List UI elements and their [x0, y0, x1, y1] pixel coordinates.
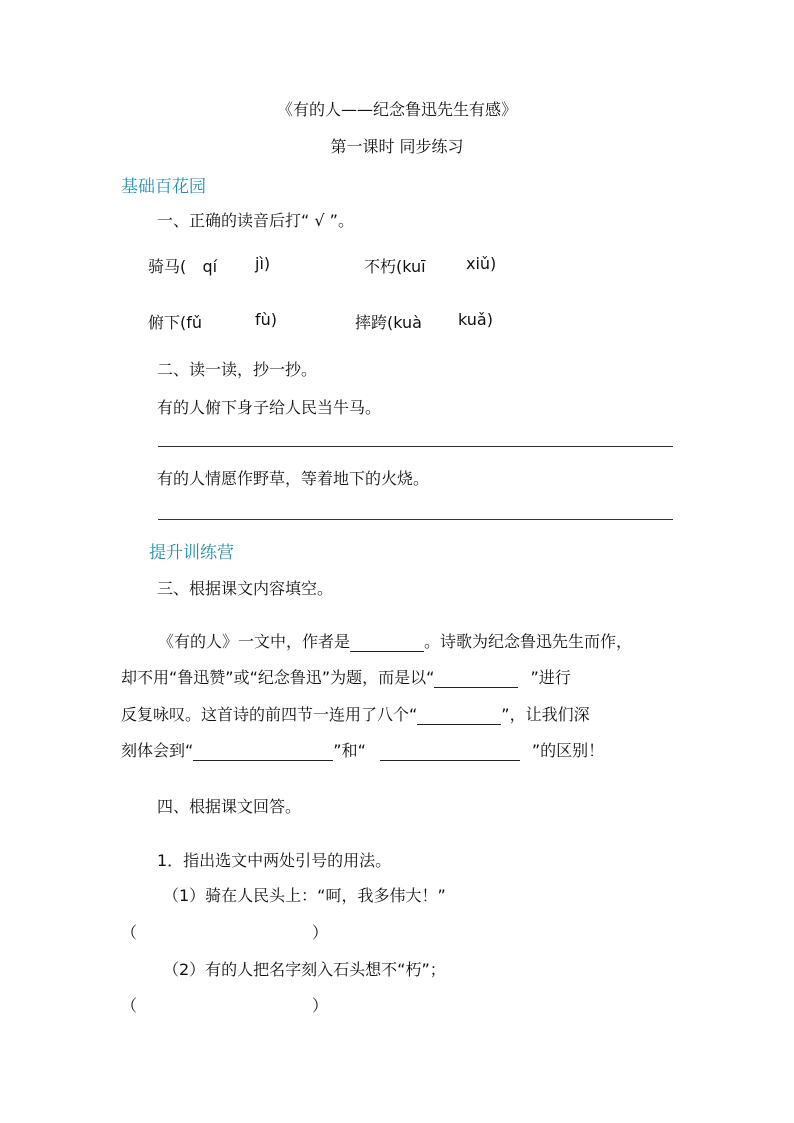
fill-line-3 [121, 702, 590, 725]
fill-text: 《有的人》一文中，作者是 [158, 632, 351, 651]
pinyin-option: qí [202, 257, 218, 276]
question-4-sub-1: 1．指出选文中两处引号的用法。 [157, 851, 392, 870]
fill-line-4 [121, 738, 604, 761]
pinyin-option: kuī [402, 257, 426, 276]
copy-line-1[interactable] [158, 446, 673, 447]
copy-line-2[interactable] [158, 519, 673, 520]
fill-text: ”和“ [333, 741, 366, 760]
question-2: 二、读一读，抄一抄。 [157, 360, 318, 379]
question-4-part-2: （2）有的人把名字刻入石头想不“朽”； [163, 960, 446, 979]
pinyin-option-2: kuǎ) [458, 310, 493, 329]
section-heading-advanced: 提升训练营 [149, 543, 234, 563]
fill-text: 刻体会到“ [121, 741, 194, 760]
fill-text: 却不用“鲁迅赞”或“纪念鲁迅”为题，而是以“ [121, 668, 435, 687]
answer-paren-open-2: （ [121, 996, 138, 1015]
document-subtitle: 第一课时 同步练习 [330, 137, 464, 156]
pinyin-option: fǔ [186, 313, 203, 332]
fill-line-1 [158, 629, 632, 652]
answer-paren-open-1: （ [121, 923, 138, 942]
pinyin-word: 俯下( [148, 313, 187, 332]
question-4: 四、根据课文回答。 [157, 797, 302, 816]
fill-blank-contrast-2[interactable] [380, 744, 520, 761]
fill-blank-theme[interactable] [434, 671, 518, 688]
fill-text: ”进行 [530, 668, 571, 687]
pinyin-item-fuxia [148, 310, 202, 333]
answer-paren-close-1: ） [312, 923, 329, 942]
answer-space-2[interactable] [142, 991, 312, 1013]
question-1: 一、正确的读音后打“ √ ”。 [157, 211, 354, 230]
fill-line-2 [121, 665, 571, 688]
answer-space-1[interactable] [142, 918, 312, 940]
pinyin-item-qima [148, 254, 217, 277]
pinyin-item-shuaikua [355, 310, 422, 333]
pinyin-option: kuà [393, 313, 422, 332]
pinyin-word: 骑马( [148, 257, 187, 276]
question-3: 三、根据课文内容填空。 [157, 579, 334, 598]
pinyin-option-2: jì) [255, 254, 271, 273]
question-4-part-1: （1）骑在人民头上：“呵，我多伟大！” [163, 886, 446, 905]
pinyin-option-2: fù) [255, 310, 278, 329]
fill-text: ”的区别！ [531, 741, 605, 760]
fill-text: 。诗歌为纪念鲁迅先生而作， [424, 632, 633, 651]
document-title: 《有的人——纪念鲁迅先生有感》 [276, 100, 517, 119]
answer-paren-close-2: ） [312, 996, 329, 1015]
pinyin-option-2: xiǔ) [466, 254, 497, 273]
section-heading-basic: 基础百花园 [121, 177, 206, 197]
pinyin-word: 摔跨( [355, 313, 394, 332]
fill-text: 反复咏叹。这首诗的前四节一连用了八个“ [121, 705, 418, 724]
copy-sentence-1: 有的人俯下身子给人民当牛马。 [157, 398, 382, 417]
copy-sentence-2: 有的人情愿作野草，等着地下的火烧。 [157, 469, 430, 488]
fill-blank-repeated[interactable] [417, 708, 501, 725]
fill-text: ”，让我们深 [501, 705, 590, 724]
fill-blank-contrast-1[interactable] [193, 744, 333, 761]
fill-blank-author[interactable] [350, 635, 424, 652]
pinyin-item-buxiu [364, 254, 426, 277]
pinyin-word: 不朽( [364, 257, 403, 276]
